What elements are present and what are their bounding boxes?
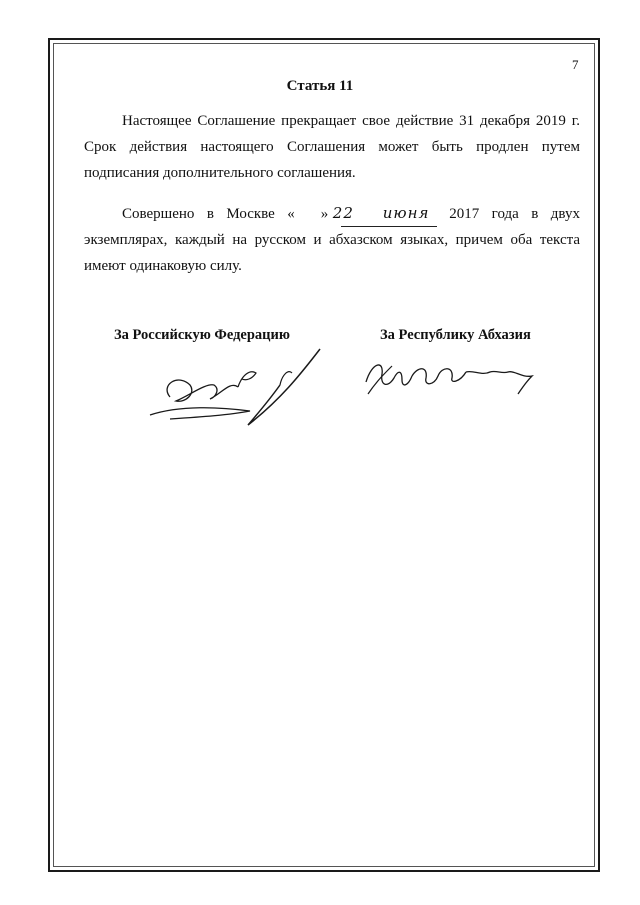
signature-russia — [130, 345, 330, 430]
paragraph-line: Настоящее Соглашение прекращает свое действие 31 декабря 2019 г. — [122, 113, 580, 129]
paragraph-termination — [84, 108, 580, 186]
signature-stroke — [238, 372, 256, 387]
signature-stroke — [412, 369, 466, 384]
paragraph-line-date — [84, 200, 580, 227]
paragraph-line: имеют одинаковую силу. — [84, 258, 242, 274]
signature-stroke — [248, 349, 320, 425]
signature-stroke — [150, 408, 250, 419]
date-quote-close: » — [320, 206, 329, 222]
signature-abkhazia — [362, 352, 542, 400]
paragraph-execution — [84, 200, 580, 279]
page-number: 7 — [572, 57, 579, 72]
signature-stroke — [167, 380, 238, 401]
handwritten-day: 22 — [332, 204, 354, 222]
signatory-label-russia: За Российскую Федерацию — [114, 327, 290, 343]
signatory-label-abkhazia: За Республику Абхазия — [380, 327, 531, 343]
date-suffix: 2017 года в двух — [436, 206, 580, 222]
date-prefix: Совершено в Москве « — [122, 206, 295, 222]
paragraph-line: Срок действия настоящего Соглашения может быть продлен путем — [84, 139, 580, 155]
article-title: Статья 11 — [286, 78, 354, 94]
paragraph-line: подписания дополнительного соглашения. — [84, 165, 356, 181]
signature-stroke — [280, 372, 292, 385]
signature-stroke — [366, 365, 412, 385]
signature-stroke — [466, 371, 532, 394]
paragraph-line: экземплярах, каждый на русском и абхазском языках, причем оба текста — [84, 232, 580, 248]
handwritten-month: июня — [341, 200, 437, 227]
